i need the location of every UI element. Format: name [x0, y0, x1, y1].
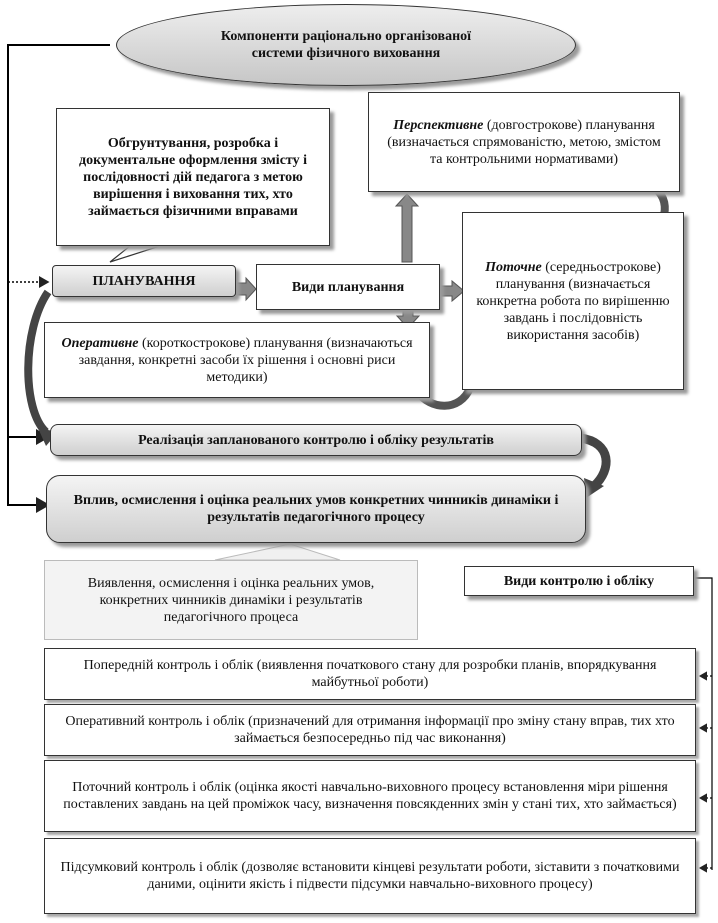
title-ellipse [116, 4, 576, 86]
detection-label: Виявлення, осмислення і оцінка реальних умов, конкретних чинників динаміки і результатів педагогічного процеса [87, 575, 375, 625]
title-line-2: системи фізичного виховання [251, 46, 441, 61]
planning-definition-box [56, 108, 330, 246]
control-final-text: Підсумковий контроль і облік (дозволяє встановити кінцеві результати роботи, зіставити з початковими даними, оцінити якість і підвести підсумки навчально-виховного процесу) [60, 860, 680, 892]
arrow-types-to-current [440, 281, 464, 301]
arrow-planning-to-types [236, 278, 256, 300]
perspective-planning-box [368, 92, 680, 192]
detection-box [44, 560, 418, 640]
planning-box [52, 265, 236, 297]
current-planning-box [462, 212, 684, 390]
control-types-box [464, 566, 694, 596]
influence-label: Вплив, осмислення і оцінка реальних умов конкретних чинників динаміки і результатів педагогічного процесу [73, 493, 559, 525]
detection-pointer [215, 544, 340, 560]
control-types-label: Види контролю і обліку [503, 573, 655, 589]
control-preliminary-box [44, 648, 696, 700]
operative-term: Оперативне [61, 335, 139, 351]
arrow-realization-to-influence [580, 438, 606, 486]
control-operative-text: Оперативний контроль і облік (призначений для отримання інформації про зміну стану вправ, тих хто займається безпосередньо під час виконання) [65, 714, 675, 746]
planning-definition-text: Обгрунтування, розробка і документальне оформлення змісту і послідовності дій педагога з метою вирішення і виховання тих, хто займається фізичними вправами [78, 135, 307, 219]
current-description: (середньострокове) планування (визначається конкретна робота по вирішенню завдань і послідовність використання засобів) [476, 259, 670, 343]
perspective-description: (довгострокове) планування (визначається спрямованістю, метою, змістом та контрольними нормативами) [387, 117, 661, 167]
control-preliminary-text: Попередній контроль і облік (виявлення початкового стану для розробки планів, впорядкування майбутньої роботи) [83, 658, 657, 690]
influence-box [46, 475, 586, 543]
control-current-box [44, 760, 696, 832]
planning-types-box [256, 264, 440, 310]
arrow-types-to-perspective [396, 194, 418, 262]
definition-pointer [110, 246, 160, 262]
operative-description: (короткострокове) планування (визначаються завдання, конкретні засоби їх рішення і основні риси методики) [78, 335, 413, 385]
control-final-box [44, 838, 696, 914]
title-line-1: Компоненти раціонально організованої [220, 29, 472, 44]
realization-box [50, 424, 582, 456]
perspective-planning-text [381, 117, 667, 168]
control-operative-box [44, 704, 696, 756]
planning-types-label: Види планування [291, 279, 405, 295]
control-current-text: Поточний контроль і облік (оцінка якості навчально-виховного процесу встановлення міри рішення поставлених завдань на цей проміжок часу, визначення повсякденних змін у стані тих, хто займається) [63, 780, 677, 812]
planning-label: ПЛАНУВАННЯ [92, 273, 196, 289]
perspective-term: Перспективне [393, 117, 484, 133]
current-planning-text [473, 259, 673, 344]
current-term: Поточне [485, 259, 542, 275]
realization-label: Реалізація запланованого контролю і обліку результатів [138, 432, 494, 448]
control-bracket [694, 578, 712, 870]
operative-planning-box [44, 322, 430, 398]
operative-planning-text [53, 335, 421, 386]
